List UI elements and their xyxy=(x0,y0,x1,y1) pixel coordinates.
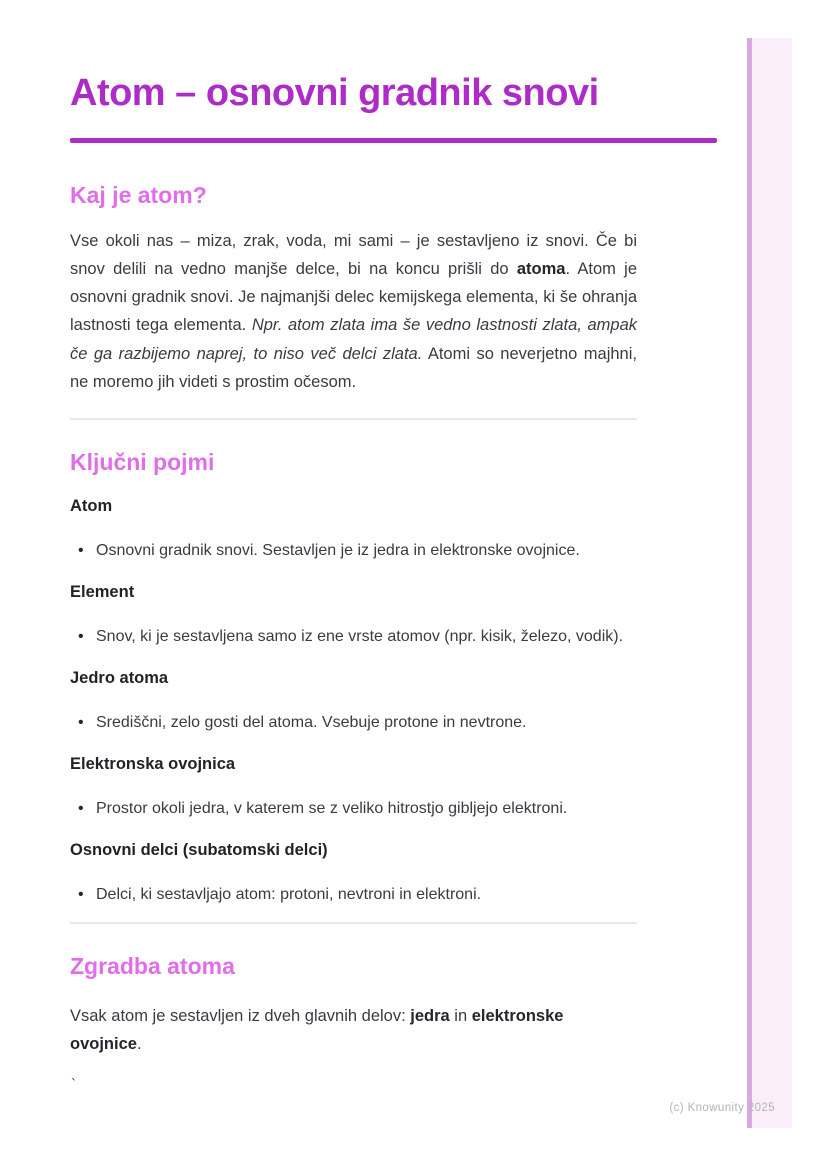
bullet-icon: • xyxy=(78,886,84,904)
zgradba-segment: in xyxy=(449,1007,472,1026)
term-definition-list xyxy=(70,540,637,562)
zgradba-paragraph xyxy=(70,1002,637,1058)
document-content xyxy=(70,0,717,1093)
term-definition: Osnovni gradnik snovi. Sestavljen je iz jedra in elektronske ovojnice. xyxy=(96,542,580,560)
section-heading-kaj-je-atom: Kaj je atom? xyxy=(70,181,207,208)
list-item xyxy=(70,884,637,906)
intro-segment-italic: Npr. atom zlata ima še vedno lastnosti zlata, ampak če ga razbijemo naprej, to niso več delci zlata. xyxy=(70,316,638,363)
zgradba-segment-bold: jedra xyxy=(410,1007,450,1026)
term-heading-element: Element xyxy=(70,583,135,602)
title-underline-rule xyxy=(70,138,717,143)
term-definition: Prostor okoli jedra, v katerem se z veliko hitrostjo gibljejo elektroni. xyxy=(96,800,568,818)
intro-segment: . Atom je osnovni gradnik snovi. Je najmanjši delec kemijskega elementa, ki še ohranja lastnosti tega elementa. xyxy=(70,259,637,335)
term-heading-jedro-atoma: Jedro atoma xyxy=(70,669,169,688)
bullet-icon: • xyxy=(78,800,84,818)
term-definition: Središčni, zelo gosti del atoma. Vsebuje protone in nevtrone. xyxy=(96,714,527,732)
list-item xyxy=(70,712,637,734)
bullet-icon: • xyxy=(78,714,84,732)
section-heading-kljucni-pojmi: Ključni pojmi xyxy=(70,449,215,476)
list-item xyxy=(70,798,637,820)
list-item xyxy=(70,626,637,648)
term-definition-list xyxy=(70,626,637,648)
zgradba-segment-bold: elektronske ovojnice xyxy=(70,1007,564,1054)
term-heading-osnovni-delci: Osnovni delci (subatomski delci) xyxy=(70,841,328,860)
term-heading-atom: Atom xyxy=(70,497,113,516)
term-definition-list xyxy=(70,884,637,906)
term-definition-list xyxy=(70,712,637,734)
term-definition: Delci, ki sestavljajo atom: protoni, nevtroni in elektroni. xyxy=(96,886,482,904)
page-title: Atom – osnovni gradnik snovi xyxy=(70,72,599,114)
term-definition-list xyxy=(70,798,637,820)
section-divider xyxy=(70,418,637,420)
list-item xyxy=(70,540,637,562)
term-definition: Snov, ki je sestavljena samo iz ene vrste atomov (npr. kisik, železo, vodik). xyxy=(96,628,624,646)
zgradba-segment: . xyxy=(136,1035,142,1054)
intro-segment: Atomi so neverjetno majhni, ne moremo jih videti s prostim očesom. xyxy=(70,344,637,392)
intro-segment: Vse okoli nas – miza, zrak, voda, mi sami – je sestavljeno iz snovi. Če bi snov delili na vedno manjše delce, bi na koncu prišli do xyxy=(70,231,637,278)
zgradba-segment: Vsak atom je sestavljen iz dveh glavnih delov: xyxy=(70,1007,411,1026)
bullet-icon: • xyxy=(78,542,84,560)
intro-segment-bold: atoma xyxy=(516,259,566,278)
stray-backtick-character: ` xyxy=(71,1076,76,1094)
bullet-icon: • xyxy=(78,628,84,646)
copyright-footer: (c) Knowunity 2025 xyxy=(669,1102,775,1114)
term-heading-elektronska-ovojnica: Elektronska ovojnica xyxy=(70,755,236,774)
section-heading-zgradba-atoma: Zgradba atoma xyxy=(70,953,235,980)
page-edge-highlight-bar xyxy=(747,38,792,1128)
section-divider xyxy=(70,922,637,924)
intro-paragraph xyxy=(70,227,637,397)
